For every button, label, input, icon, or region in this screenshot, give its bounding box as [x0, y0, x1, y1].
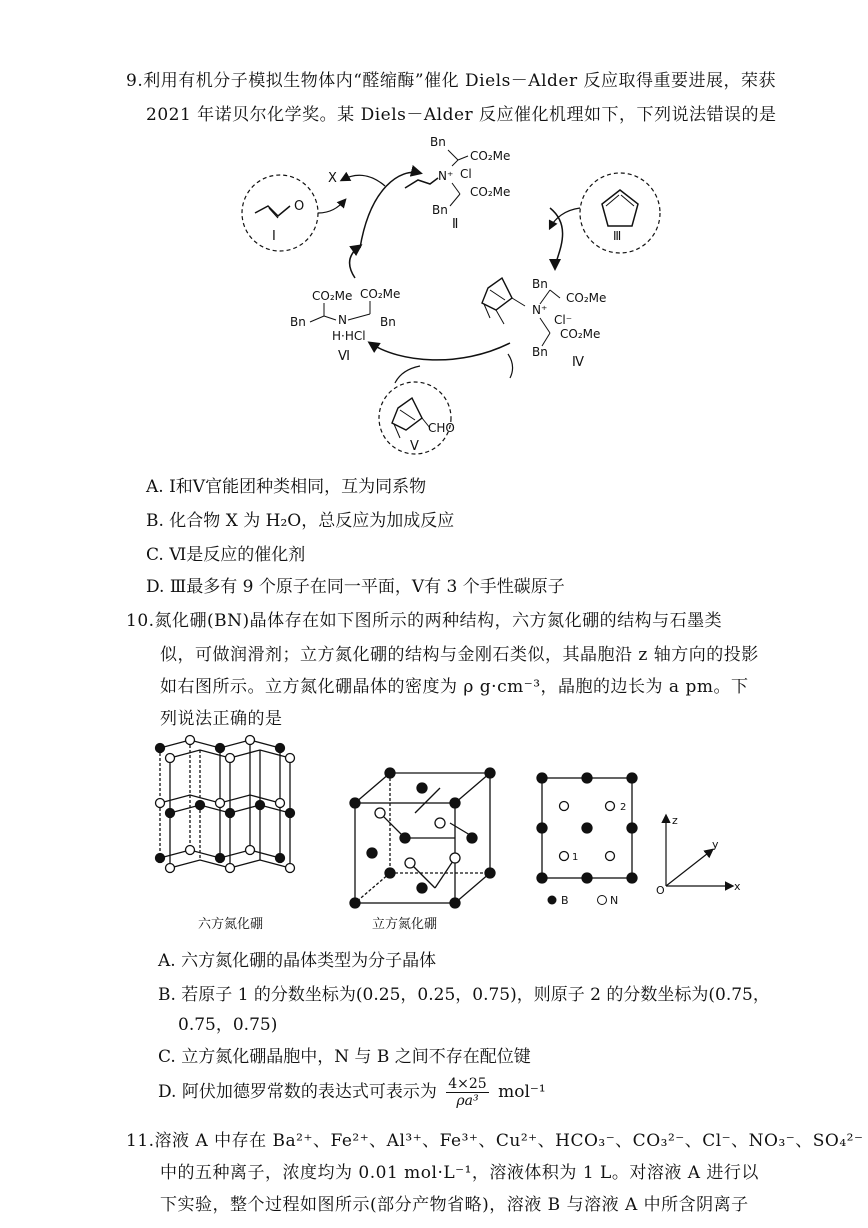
hexagonal-bn-structure [156, 736, 295, 873]
svg-text:CO₂Me: CO₂Me [360, 287, 401, 301]
q9-option-b: B. 化合物 X 为 H₂O，总反应为加成反应 [146, 511, 455, 531]
projection-diagram [537, 773, 637, 883]
svg-text:Cl⁻: Cl⁻ [554, 313, 573, 327]
svg-text:H·HCl: H·HCl [332, 329, 366, 343]
svg-text:CO₂Me: CO₂Me [312, 289, 353, 303]
q10-line2: 似，可做润滑剂；立方氮化硼的结构与金刚石类似，其晶胞沿 z 轴方向的投影 [160, 645, 759, 665]
x-arrow [342, 175, 385, 186]
q11-text-1: 溶液 A 中存在 Ba²⁺、Fe²⁺、Al³⁺、Fe³⁺、Cu²⁺、HCO₃⁻、CO₃²⁻、Cl⁻、NO₃⁻、SO₄²⁻ [154, 1131, 864, 1151]
q10-option-a: A. 六方氮化硼的晶体类型为分子晶体 [158, 951, 437, 971]
compound-I-o: O [294, 199, 305, 214]
label-I: Ⅰ [272, 229, 276, 244]
q10-option-b-2: 0.75，0.75) [178, 1015, 278, 1035]
svg-text:CO₂Me: CO₂Me [560, 327, 601, 341]
svg-text:CO₂Me: CO₂Me [470, 149, 511, 163]
legend-b-dot [548, 896, 557, 905]
compound-V-cho: CHO [428, 421, 455, 435]
label-II: Ⅱ [452, 217, 459, 232]
svg-text:Bn: Bn [432, 203, 448, 217]
catalytic-cycle-diagram [220, 128, 680, 458]
q10-number: 10. [126, 611, 155, 631]
cubic-bn-structure [350, 768, 495, 908]
axis-z: z [672, 814, 678, 827]
q11-line3: 下实验，整个过程如图所示(部分产物省略)，溶液 B 与溶液 A 中所含阴离子 [160, 1195, 749, 1215]
label-III: Ⅲ [613, 229, 622, 243]
compound-II [405, 135, 510, 232]
point-1-label: 1 [572, 852, 579, 863]
q9-option-c: C. Ⅵ是反应的催化剂 [146, 545, 306, 565]
q10-line4: 列说法正确的是 [160, 709, 283, 729]
q10-option-c: C. 立方氮化硼晶胞中，N 与 B 之间不存在配位键 [158, 1047, 531, 1067]
q10-option-d-text: D. 阿伏加德罗常数的表达式可表示为 [158, 1082, 437, 1102]
svg-text:CO₂Me: CO₂Me [470, 185, 511, 199]
q11-number: 11. [126, 1131, 155, 1151]
q10-line3: 如右图所示。立方氮化硼晶体的密度为 ρ g·cm⁻³，晶胞的边长为 a pm。下 [160, 677, 749, 697]
label-IV: Ⅳ [572, 355, 584, 370]
fraction-denominator: ρa³ [456, 1093, 479, 1109]
q11-line2: 中的五种离子，浓度均为 0.01 mol·L⁻¹，溶液体积为 1 L。对溶液 A 进行以 [160, 1163, 759, 1183]
cycle-arc-right [550, 208, 563, 268]
svg-text:Bn: Bn [290, 315, 306, 329]
svg-text:Bn: Bn [532, 345, 548, 359]
q11-line1 [126, 1126, 863, 1151]
legend-n-dot [598, 896, 607, 905]
svg-text:Cl: Cl [460, 167, 472, 181]
q10-option-b-1: B. 若原子 1 的分数坐标为(0.25，0.25，0.75)，则原子 2 的分数坐标为(0.75， [158, 985, 770, 1005]
svg-text:N: N [338, 313, 347, 327]
compound-I-circle [242, 175, 318, 251]
axis-x: x [734, 880, 741, 893]
fraction-numerator: 4×25 [448, 1076, 487, 1092]
compound-VI [290, 287, 400, 364]
svg-text:Bn: Bn [532, 277, 548, 291]
cycle-arc-bottom [370, 343, 510, 360]
label-V: Ⅴ [410, 439, 419, 454]
svg-text:N⁺: N⁺ [532, 303, 548, 317]
svg-text:Bn: Bn [430, 135, 446, 149]
q9-option-a: A. Ⅰ和Ⅴ官能团种类相同，互为同系物 [146, 477, 427, 497]
fraction [446, 1076, 488, 1109]
svg-text:N⁺: N⁺ [438, 169, 454, 183]
label-cubic-bn: 立方氮化硼 [372, 917, 438, 932]
label-VI: Ⅵ [338, 349, 350, 364]
q9-number: 9. [126, 71, 144, 91]
svg-text:CO₂Me: CO₂Me [566, 291, 607, 305]
axis-y: y [712, 838, 719, 851]
legend-b-label: B [561, 894, 569, 907]
bn-crystal-figures [150, 728, 750, 938]
cycle-arc-left [350, 246, 360, 278]
q10-option-d [158, 1076, 546, 1109]
q10-line1 [126, 606, 722, 631]
q10-option-d-unit: mol⁻¹ [498, 1082, 546, 1102]
q9-option-d: D. Ⅲ最多有 9 个原子在同一平面，Ⅴ有 3 个手性碳原子 [146, 577, 565, 597]
q9-text-1: 利用有机分子模拟生物体内“醛缩酶”催化 Diels－Alder 反应取得重要进展，荣获 [143, 71, 776, 91]
q9-line2: 2021 年诺贝尔化学奖。某 Diels－Alder 反应催化机理如下，下列说法错误的是 [146, 105, 777, 125]
label-x: X [328, 171, 337, 186]
label-hexagonal-bn: 六方氮化硼 [198, 917, 264, 932]
q10-text-1: 氮化硼(BN)晶体存在如下图所示的两种结构，六方氮化硼的结构与石墨类 [154, 611, 723, 631]
axis-origin: O [656, 884, 665, 897]
point-2-label: 2 [620, 802, 627, 813]
q9-line1 [126, 66, 776, 91]
svg-text:Bn: Bn [380, 315, 396, 329]
legend-n-label: N [610, 894, 619, 907]
compound-IV [482, 277, 606, 370]
